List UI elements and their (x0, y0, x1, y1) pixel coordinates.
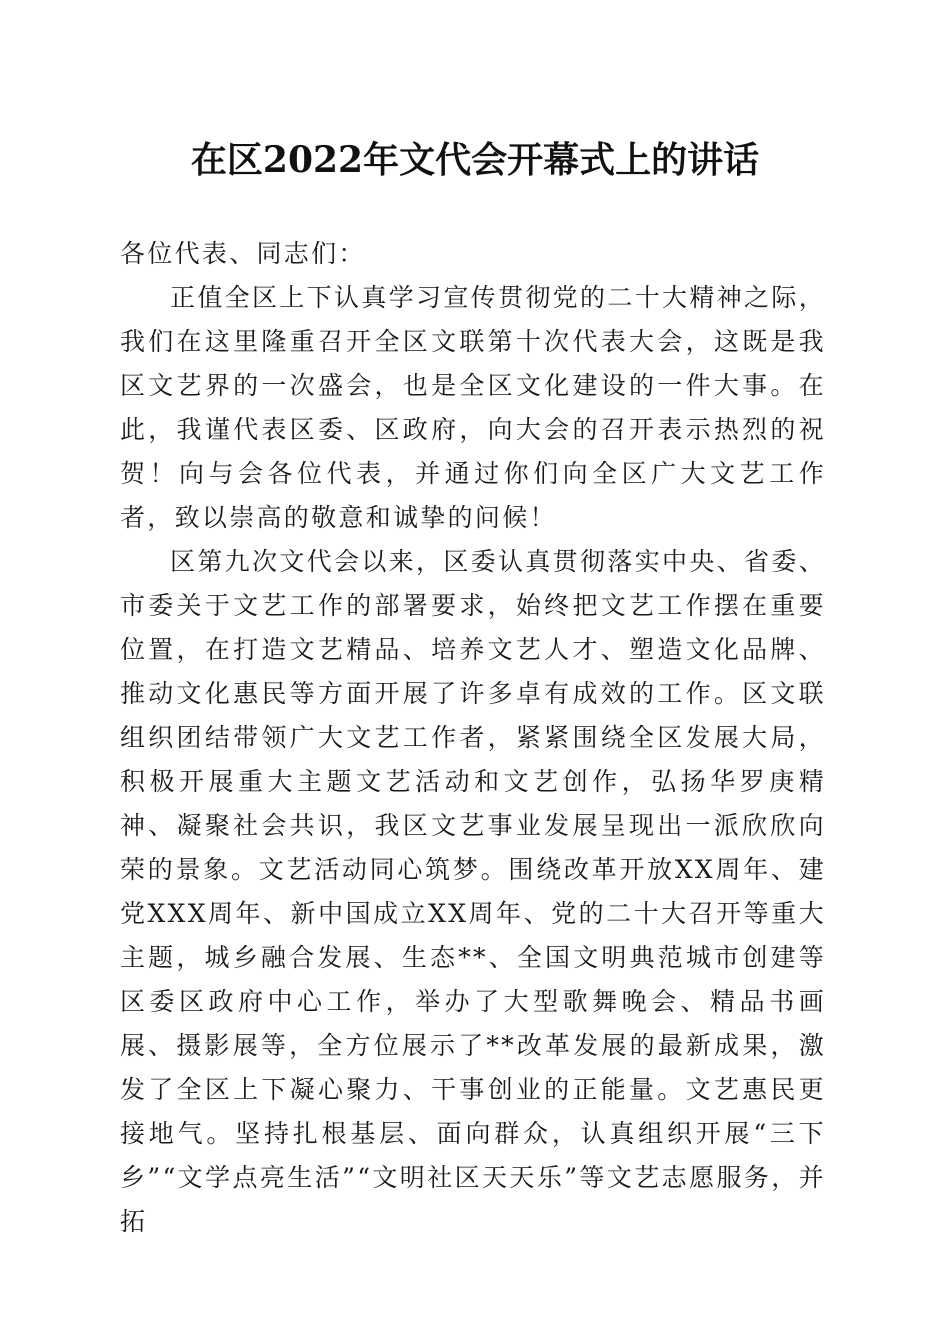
paragraph-achievements: 区第九次文代会以来，区委认真贯彻落实中央、省委、市委关于文艺工作的部署要求，始终把文艺工作摆在重要位置，在打造文艺精品、培养文艺人才、塑造文化品牌、推动文化惠民等方面开展了许多卓有成效的工作。区文联组织团结带领广大文艺工作者，紧紧围绕全区发展大局，积极开展重大主题文艺活动和文艺创作，弘扬华罗庚精神、凝聚社会共识，我区文艺事业发展呈现出一派欣欣向荣的景象。文艺活动同心筑梦。围绕改革开放XX周年、建党XXX周年、新中国成立XX周年、党的二十大召开等重大主题，城乡融合发展、生态**、全国文明典范城市创建等区委区政府中心工作，举办了大型歌舞晚会、精品书画展、摄影展等，全方位展示了**改革发展的最新成果，激发了全区上下凝心聚力、干事创业的正能量。文艺惠民更接地气。坚持扎根基层、面向群众，认真组织开展“三下乡”“文学点亮生活”“文明社区天天乐”等文艺志愿服务，并拓 (120, 547, 826, 1236)
document-body (120, 232, 826, 1244)
paragraph-opening: 正值全区上下认真学习宣传贯彻党的二十大精神之际，我们在这里隆重召开全区文联第十次代表大会，这既是我区文艺界的一次盛会，也是全区文化建设的一件大事。在此，我谨代表区委、区政府，向大会的召开表示热烈的祝贺！向与会各位代表，并通过你们向全区广大文艺工作者，致以崇高的敬意和诚挚的问候！ (120, 283, 826, 532)
document-title: 在区2022年文代会开幕式上的讲话 (190, 139, 760, 181)
salutation: 各位代表、同志们： (120, 239, 366, 268)
